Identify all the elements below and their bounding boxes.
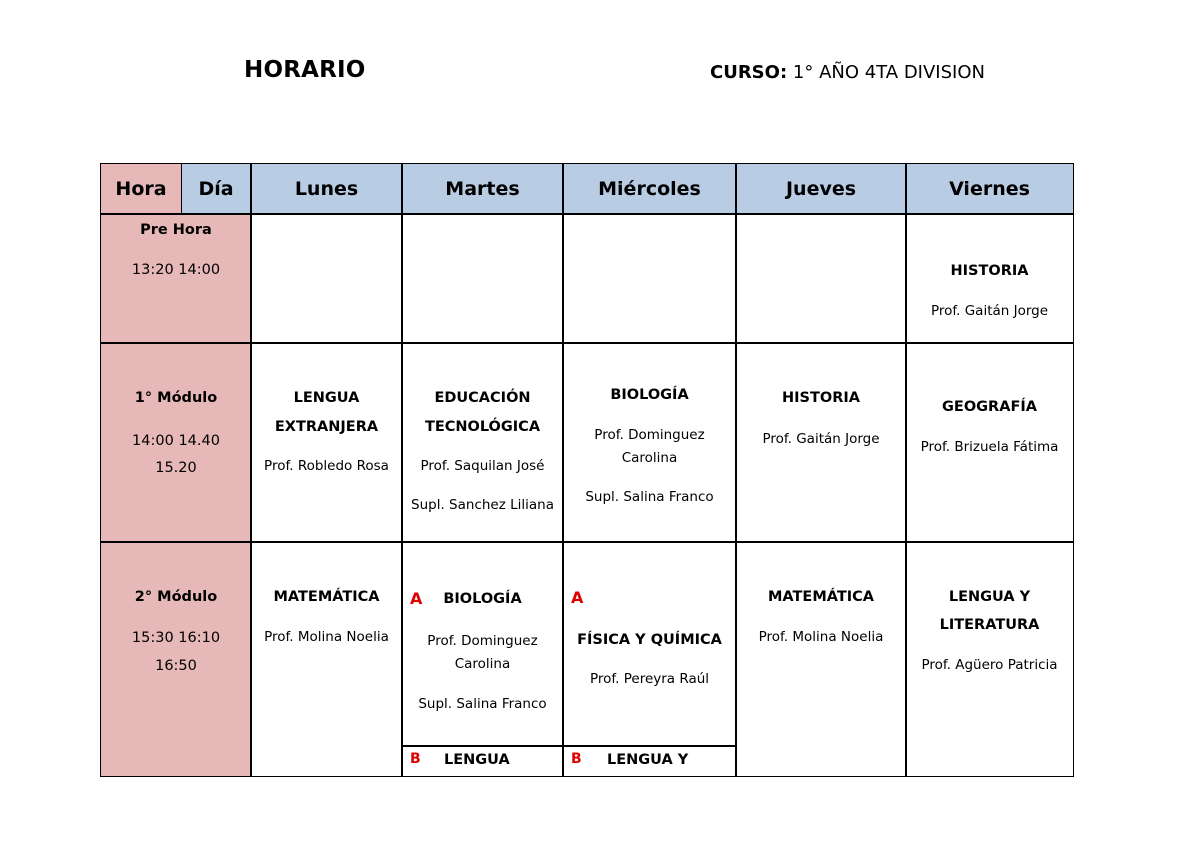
cell-m2-viernes	[906, 542, 1073, 776]
cell-m1-jueves	[736, 343, 906, 542]
grid-col-miercoles	[562, 163, 564, 777]
professor: Prof. Agüero Patricia	[921, 657, 1058, 673]
professor-line2: Carolina	[454, 656, 511, 672]
professor-line1: Prof. Dominguez	[427, 633, 538, 649]
subject-line1: LENGUA Y	[948, 589, 1031, 605]
group-label: B	[410, 751, 421, 767]
professor: Prof. Molina Noelia	[264, 629, 389, 645]
modulo1-name: 1° Módulo	[134, 390, 218, 406]
cell-m1-lunes	[251, 343, 402, 542]
professor: Prof. Molina Noelia	[758, 629, 884, 645]
row-modulo2-time	[101, 542, 251, 776]
row-modulo1-time	[101, 343, 251, 542]
course-label-value: 1° AÑO 4TA DIVISION	[792, 62, 985, 83]
course-label-key: CURSO:	[710, 62, 788, 83]
grid-right	[1073, 163, 1074, 777]
substitute: Supl. Salina Franco	[418, 696, 547, 712]
subject-line1: LENGUA	[293, 390, 360, 406]
header-jueves: Jueves	[736, 164, 906, 214]
row-prehora-time	[101, 214, 251, 343]
cell-m2-martes-a	[402, 542, 563, 746]
professor-line2: Carolina	[621, 450, 678, 466]
grid-col-hora-dia	[181, 163, 182, 214]
professor: Prof. Pereyra Raúl	[589, 671, 710, 687]
cell-prehora-viernes	[906, 214, 1073, 343]
subject: MATEMÁTICA	[768, 589, 874, 605]
cell-m1-martes	[402, 343, 563, 542]
subject: FÍSICA Y QUÍMICA	[577, 632, 722, 648]
subject-line1: EDUCACIÓN	[434, 390, 531, 406]
subject: HISTORIA	[950, 263, 1029, 279]
modulo2-time2: 16:50	[155, 658, 197, 674]
modulo2-time1: 15:30 16:10	[131, 630, 221, 646]
professor-line1: Prof. Dominguez	[594, 427, 705, 443]
grid-header-bottom	[100, 213, 1074, 215]
header-hora: Hora	[101, 164, 181, 214]
subject-line2: TECNOLÓGICA	[424, 419, 541, 435]
header-lunes: Lunes	[251, 164, 402, 214]
modulo1-time2: 15.20	[155, 460, 197, 476]
grid-row1-bottom	[100, 342, 1074, 344]
substitute: Supl. Sanchez Liliana	[411, 497, 554, 513]
cell-m1-viernes	[906, 343, 1073, 542]
subject-line2: EXTRANJERA	[274, 419, 379, 435]
header-miercoles: Miércoles	[563, 164, 736, 214]
grid-ab-split	[402, 745, 736, 747]
header-martes: Martes	[402, 164, 563, 214]
grid-col-viernes	[905, 163, 907, 777]
header-viernes: Viernes	[906, 164, 1073, 214]
modulo2-name: 2° Módulo	[134, 589, 218, 605]
grid-left	[100, 163, 101, 777]
substitute: Supl. Salina Franco	[585, 489, 714, 505]
grid-top	[100, 163, 1074, 164]
grid-bottom	[100, 776, 1074, 777]
course-label	[710, 62, 985, 83]
subject: BIOLOGÍA	[610, 387, 689, 403]
group-label: A	[410, 589, 423, 608]
subject: MATEMÁTICA	[273, 589, 380, 605]
grid-row2-bottom	[100, 541, 1074, 543]
grid-col-jueves	[735, 163, 737, 777]
prehora-name: Pre Hora	[140, 222, 212, 238]
header-dia: Día	[181, 164, 251, 214]
cell-m2-miercoles-b	[563, 746, 736, 776]
cell-m1-miercoles	[563, 343, 736, 542]
subject: LENGUA	[444, 752, 510, 768]
subject-line2: LITERATURA	[939, 617, 1040, 633]
cell-m2-miercoles-a	[563, 542, 736, 746]
professor: Prof. Robledo Rosa	[264, 458, 389, 474]
prehora-time: 13:20 14:00	[131, 262, 221, 278]
grid-col-lunes	[250, 163, 252, 777]
professor: Prof. Saquilan José	[420, 458, 545, 474]
modulo1-time1: 14:00 14.40	[132, 433, 220, 449]
group-subject	[402, 585, 563, 613]
subject: BIOLOGÍA	[443, 591, 522, 607]
professor: Prof. Gaitán Jorge	[762, 431, 880, 447]
group-label: A	[571, 588, 584, 607]
subject: GEOGRAFÍA	[942, 399, 1037, 415]
professor: Prof. Gaitán Jorge	[930, 303, 1049, 319]
subject: HISTORIA	[782, 390, 860, 406]
subject: LENGUA Y	[607, 752, 689, 768]
cell-m2-lunes	[251, 542, 402, 776]
grid-col-martes	[401, 163, 403, 777]
page-title: HORARIO	[244, 57, 366, 83]
group-label: B	[571, 751, 582, 767]
cell-m2-jueves	[736, 542, 906, 776]
cell-m2-martes-b	[402, 746, 563, 776]
professor: Prof. Brizuela Fátima	[920, 439, 1059, 455]
